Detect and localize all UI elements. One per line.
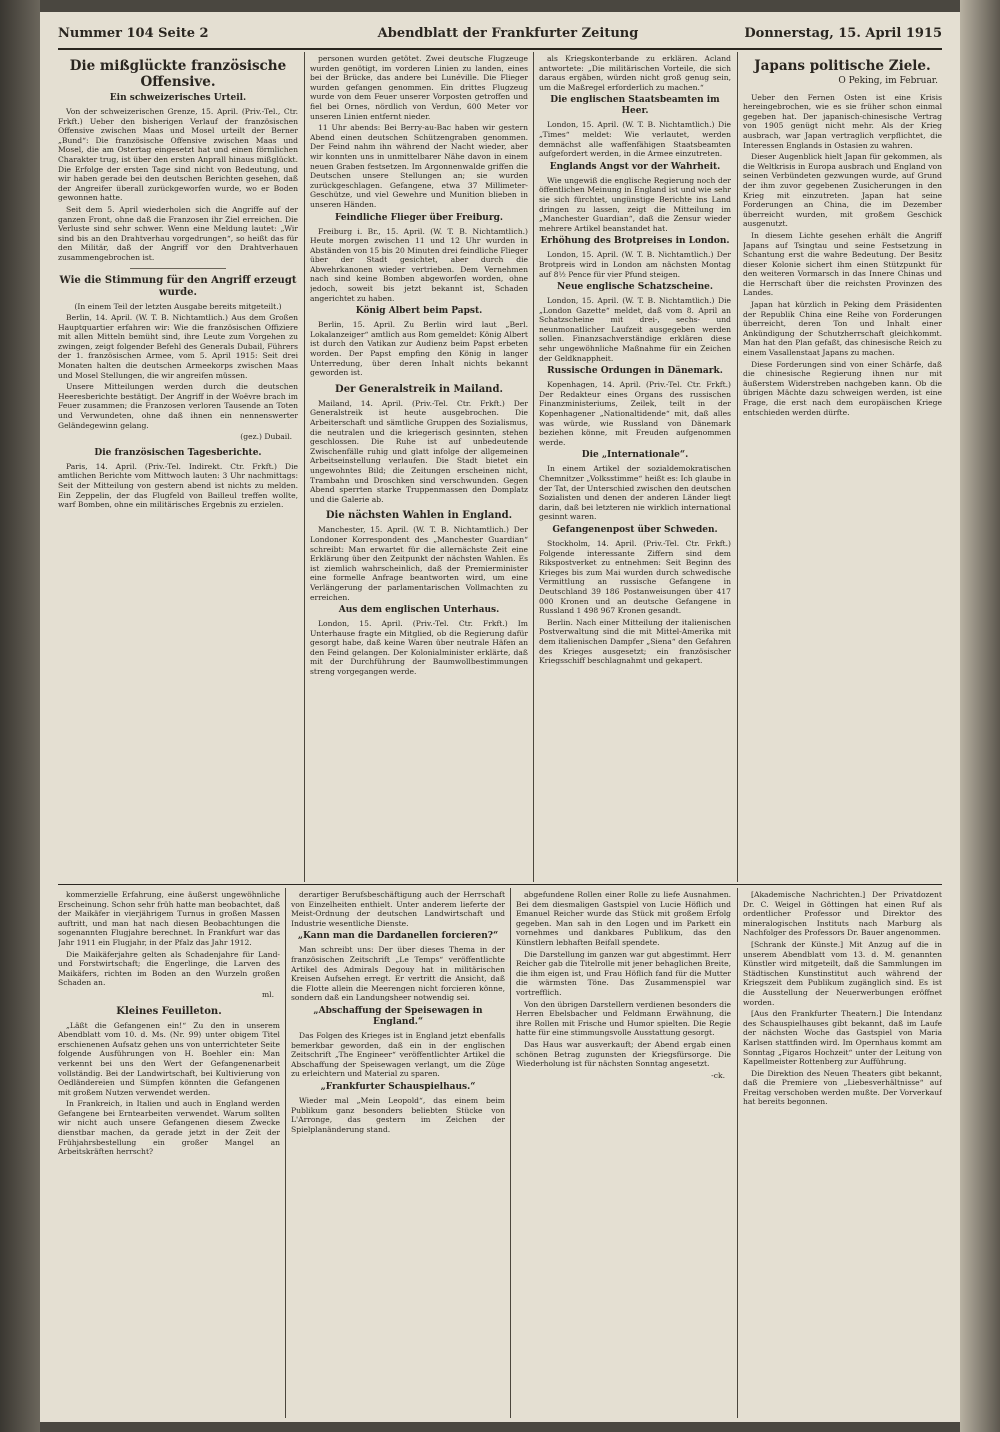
article-paragraph: Freiburg i. Br., 15. April. (W. T. B. Nichtamtlich.) Heute morgen zwischen 11 und 12 Uhr wurden in Abständen von 15 bis 20 Minuten drei feindliche Flieger über der Stadt gesichtet, aber durch die Abwehrkanonen wieder vertrieben. Dem Vernehmen nach sind keine Bomben abgeworfen worden, ohne jedoch, soweit bis jetzt bekannt ist, Schaden angerichtet zu haben. xyxy=(310,226,528,303)
article-paragraph: Berlin, 14. April. (W. T. B. Nichtamtlich.) Aus dem Großen Hauptquartier erfahren wir: Wie die französischen Offiziere mit allen Mitteln bemüht sind, ihre Leute zum Vorgehen zu zwingen, zeigt folgender Befehl des Generals Dubail, Führers der 1. französischen Armee, vom 5. April 1915: Seit drei Monaten halten die deutschen Armeekorps zwischen Maas und Mosel Stellungen, die wir angreifen müssen. xyxy=(58,313,298,380)
headline-japan-goals: Japans politische Ziele. xyxy=(754,58,931,74)
article-paragraph: [Aus den Frankfurter Theatern.] Die Intendanz des Schauspielhauses gibt bekannt, daß im Laufe der nächsten Woche das Gastspiel von Maria Karlsen stattfinden wird. Im Opernhaus kommt am Sonntag „Figaros Hochzeit“ unter der Leitung von Kapellmeister Rottenberg zur Aufführung. xyxy=(743,1009,942,1067)
article-paragraph: Man schreibt uns: Der über dieses Thema in der französischen Zeitschrift „Le Temps“ veröffentlichte Artikel des Admirals Degouy hat in militärischen Kreisen Aufsehen erregt. Er vertritt die Ansicht, daß die Flotte allein die Meerengen nicht forcieren könne, sondern daß ein Landungsheer notwendig sei. xyxy=(291,945,505,1003)
article-paragraph: London, 15. April. (W. T. B. Nichtamtlich.) Die „London Gazette“ meldet, daß vom 8. April an Schatzscheine mit drei-, sechs- und neunmonatlicher Laufzeit ausgegeben werden sollen. Finanzsachverständige erklären diese sehr ungewöhnliche Maßnahme für ein Zeichen der Geldknappheit. xyxy=(539,296,731,363)
signature: (gez.) Dubail. xyxy=(240,432,292,442)
page-header xyxy=(58,26,942,46)
article-paragraph: London, 15. April. (Priv.-Tel. Ctr. Frkft.) Im Unterhause fragte ein Mitglied, ob die Regierung dafür gesorgt habe, daß keine Waren über neutrale Häfen an den Feind gelangen. Der Kolonialminister erklärte, daß mit der Durchführung der Baumwollbestimmungen streng vorgegangen werde. xyxy=(310,619,528,677)
article-paragraph: Von den übrigen Darstellern verdienen besonders die Herren Ebelsbacher und Feldmann Erwähnung, die ihre Rollen mit Frische und Humor spielten. Die Regie hatte für eine stimmungsvolle Ausstattung gesorgt. xyxy=(516,999,731,1038)
headline-prisoner-mail: Gefangenenpost über Schweden. xyxy=(552,524,718,535)
article-paragraph: Kopenhagen, 14. April. (Priv.-Tel. Ctr. Frkft.) Der Redakteur eines Organs des russischen Finanzministeriums, Zeilek, teilt in der Kopenhagener „Nationaltidende“ mit, daß alles was würde, wie Russland von Dänemark beziehen könne, mit Freuden aufgenommen werde. xyxy=(539,380,731,447)
newspaper-page xyxy=(40,12,960,1422)
headline-enemy-fliers: Feindliche Flieger über Freiburg. xyxy=(334,212,503,223)
article-paragraph: Mailand, 14. April. (Priv.-Tel. Ctr. Frkft.) Der Generalstreik ist heute ausgebrochen. Die Arbeiterschaft und sämtliche Gruppen des Sozialismus, die neutralen und die kriegerisch gesinnten, stehen geschlossen. Die Ruhe ist auf unbedeutende Zwischenfälle ruhig und glatt infolge der allgemeinen Arbeitseinstellung verlaufen. Die Stadt bietet ein ungewohntes Bild; die Zeitungen erscheinen nicht, Trambahn und Droschken sind verschwunden. Gegen Abend sperrten starke Truppenmassen den Domplatz und die Galerie ab. xyxy=(310,398,528,504)
column-rule xyxy=(510,888,511,1418)
column-rule xyxy=(304,52,305,882)
article-paragraph: Ueber den Fernen Osten ist eine Krisis hereingebrochen, wie es sie früher schon einmal gegeben hat. Der japanisch-chinesische Vertrag von 1905 genügt nicht mehr. Als der Krieg ausbrach, war Japan vertraglich verpflichtet, die Interessen Englands in Ostasien zu wahren. xyxy=(743,92,942,150)
article-paragraph: Das Folgen des Krieges ist in England jetzt ebenfalls bemerkbar geworden, daß ein in der englischen Zeitschrift „The Engineer“ veröffentlichter Artikel die Abschaffung der Speisewagen verlangt, um die Züge zu erleichtern und Material zu sparen. xyxy=(291,1030,505,1079)
headline-russian-orders: Russische Ordungen in Dänemark. xyxy=(547,366,723,377)
article-paragraph: Die Darstellung im ganzen war gut abgestimmt. Herr Reicher gab die Titelrolle mit jener behaglichen Breite, die ihm eigen ist, und Frau Höflich fand für die Mutter die wärmsten Töne. Das Zusammenspiel war vortrefflich. xyxy=(516,949,731,997)
column-6 xyxy=(291,890,505,1416)
article-paragraph: In diesem Lichte gesehen erhält die Angriff Japans auf Tsingtau und seine Festsetzung in Schantung erst die wahre Bedeutung. Der Besitz dieser Kolonie sichert ihm einen Stützpunkt für den weiteren Vormarsch in das Innere Chinas und die Herrschaft über die reichsten Provinzen des Landes. xyxy=(743,230,942,298)
headline-dining-cars: „Abschaffung der Speisewagen in England.“ xyxy=(313,1005,483,1027)
article-paragraph: „Läßt die Gefangenen ein!“ Zu den in unserem Abendblatt vom 10. d. Ms. (Nr. 99) unter obigem Titel erschienenen Aufsatz gehen uns von unterrichteter Seite folgende Ausführungen von H. Boehler ein: Man verkennt bei uns den Wert der Gefangenenarbeit vollständig. Bei der Landwirtschaft, bei Kultivierung von Oedländereien und Sümpfen könnten die Gefangenen mit großem Nutzen verwendet werden. xyxy=(58,1020,280,1097)
masthead: Abendblatt der Frankfurter Zeitung xyxy=(377,26,639,41)
article-paragraph: Manchester, 15. April. (W. T. B. Nichtamtlich.) Der Londoner Korrespondent des „Manchester Guardian“ schreibt: Man erwartet für die allernächste Zeit eine Erklärung über den Zeitpunkt der nächsten Wahlen. Es ist ziemlich wahrscheinlich, daß der Premierminister eine formelle Anfrage beantworten wird, um eine Verlängerung der parlamentarischen Vollmachten zu erreichen. xyxy=(310,525,528,602)
issue-number: Nummer 104 Seite 2 xyxy=(58,26,209,41)
headline-french-daily-reports: Die französischen Tagesberichte. xyxy=(94,447,262,458)
article-paragraph: Diese Forderungen sind von einer Schärfe, daß die chinesische Regierung ihnen nur mit äußerstem Widerstreben nachgeben kann. Ob die übrigen Mächte dazu schweigen werden, ist eine Frage, die erst nach dem europäischen Kriege entschieden werden dürfte. xyxy=(743,359,942,417)
headline-internationale: Die „Internationale“. xyxy=(581,450,689,461)
headline-dardanelles: „Kann man die Dardanellen forcieren?“ xyxy=(297,931,499,942)
headline-general-strike: Der Generalstreik in Mailand. xyxy=(335,383,503,395)
headline-feuilleton: Kleines Feuilleton. xyxy=(116,1005,222,1017)
article-paragraph: 11 Uhr abends: Bei Berry-au-Bac haben wir gestern Abend einen deutschen Schützengraben genommen. Der Feind nahm ihn während der Nacht wieder, aber wir konnten uns in unmittelbarer Nähe davon in einem neuen Graben festsetzen. Im Argonnenwalde griffen die Deutschen unsere Stellungen an; sie wurden zurückgeschlagen. Gefangene, etwa 37 Millimeter-Geschütze, und viel Gewehre und Munition blieben in unseren Händen. xyxy=(310,123,528,209)
headline-french-offensive: Die mißglückte französische Offensive. xyxy=(69,58,287,90)
article-paragraph: Dieser Augenblick hielt Japan für gekommen, als die Weltkrisis in Europa ausbrach und England von seinen Verbündeten gezwungen wurde, auf Grund der ihm zuvor gegebenen Zusicherungen in den Krieg mit einzutreten. Japan hat seine Forderungen an China, die im Dezember überreicht wurden, mit großem Geschick ausgenutzt. xyxy=(743,152,942,229)
headline-civil-servants: Die englischen Staatsbeamten im Heer. xyxy=(550,95,720,117)
headline-fear-of-truth: Englands Angst vor der Wahrheit. xyxy=(549,161,721,172)
headline-mood-for-attack: Wie die Stimmung für den Angriff erzeugt wurde. xyxy=(59,274,297,298)
column-rule xyxy=(533,52,534,882)
dateline: O Peking, im Februar. xyxy=(838,76,938,86)
article-paragraph: Wie ungewiß die englische Regierung noch der öffentlichen Meinung in England ist und wie sehr sie sich fürchtet, ungünstige Berichte ins Land dringen zu lassen, zeigt die Mitteilung im „Manchester Guardian“, daß die Zensur wieder mehrere Artikel beanstandet hat. xyxy=(539,175,731,233)
article-paragraph: Unsere Mitteilungen werden durch die deutschen Heeresberichte bestätigt. Der Angriff in der Woëvre brach im Feuer zusammen; die Franzosen verloren Tausende an Toten und Verwundeten, ohne daß ihnen ein nennenswerter Geländegewinn gelang. xyxy=(58,382,298,430)
editorial-note: (In einem Teil der letzten Ausgabe bereits mitgeteilt.) xyxy=(74,301,282,311)
column-5 xyxy=(58,890,280,1416)
article-paragraph: Die Direktion des Neuen Theaters gibt bekannt, daß die Premiere von „Liebesverhältnisse“ auf Freitag verschoben werden mußte. Der Vorverkauf hat bereits begonnen. xyxy=(743,1068,942,1107)
article-paragraph: Japan hat kürzlich in Peking dem Präsidenten der Republik China eine Reihe von Forderungen überreicht, deren Ton und Inhalt einer Ankündigung der Schutzherrschaft gleichkommt. Man hat den Plan gefaßt, das chinesische Reich zu einem Vasallenstaat Japans zu machen. xyxy=(743,300,942,358)
headline-house-of-commons: Aus dem englischen Unterhaus. xyxy=(338,605,500,616)
page-edge-shadow xyxy=(960,0,1000,1432)
signature: -ck. xyxy=(711,1070,725,1080)
article-paragraph: Wieder mal „Mein Leopold“, das einem beim Publikum ganz besonders beliebten Stücke von L'Arronge, das gestern im Zeichen der Spielplanänderung stand. xyxy=(291,1095,505,1134)
article-paragraph: als Kriegskonterbande zu erklären. Acland antwortete: „Die militärischen Vorteile, die sich daraus ergäben, würden nicht groß genug sein, um die Maßregel erforderlich zu machen.“ xyxy=(539,54,731,92)
headline-bread-price: Erhöhung des Brotpreises in London. xyxy=(540,236,730,247)
binding-shadow xyxy=(0,0,40,1432)
column-rule xyxy=(285,888,286,1418)
column-3 xyxy=(539,54,731,880)
headline-schauspielhaus: „Frankfurter Schauspielhaus.“ xyxy=(320,1081,476,1092)
column-4 xyxy=(743,54,942,880)
column-8 xyxy=(743,890,942,1416)
column-rule xyxy=(737,888,738,1418)
subhead-swiss-verdict: Ein schweizerisches Urteil. xyxy=(109,93,247,103)
article-paragraph: Seit dem 5. April wiederholen sich die Angriffe auf der ganzen Front, ohne daß die Franzosen ihr Ziel erreichen. Die Verluste sind sehr schwer. Wenn eine Meldung lautet: „Wir sind bis an den Drahtverhau vorgedrungen“, so heißt das für den Militär, daß der Angriff vor den Drahtverhauen zusammengebrochen ist. xyxy=(58,204,298,262)
article-paragraph: [Akademische Nachrichten.] Der Privatdozent Dr. C. Weigel in Göttingen hat einen Ruf als ordentlicher Professor und Direktor des mineralogischen Instituts nach Marburg als Nachfolger des Professors Dr. Bauer angenommen. xyxy=(743,890,942,938)
article-paragraph: personen wurden getötet. Zwei deutsche Flugzeuge wurden genötigt, im vorderen Linien zu landen, eines bei der Brücke, das andere bei Lunéville. Die Flieger wurden gefangen genommen. Ein drittes Flugzeug wurde von dem Feuer unserer Vorposten getroffen und fiel bei Ornes, nördlich von Verdun, 600 Meter vor unseren Linien entfernt nieder. xyxy=(310,54,528,121)
section-rule xyxy=(58,884,942,885)
article-paragraph: Paris, 14. April. (Priv.-Tel. Indirekt. Ctr. Frkft.) Die amtlichen Berichte vom Mittwoch lauten: 3 Uhr nachmittags: Seit der Mitteilung von gestern abend ist nichts zu melden. Ein Zeppelin, der das Flugfeld von Bailleul treffen wollte, warf Bomben, ohne ein militärisches Ergebnis zu erzielen. xyxy=(58,461,298,510)
article-paragraph: Von der schweizerischen Grenze, 15. April. (Priv.-Tel., Ctr. Frkft.) Ueber den bisherigen Verlauf der französischen Offensive zwischen Maas und Mosel urteilt der Berner „Bund“: Die französische Offensive zwischen Maas und Mosel, die am Ostertag eingesetzt hat und einen förmlichen Charakter trug, ist über den ersten Anprall hinaus mißglückt. Die Erfolge der ersten Tage sind nicht von Bedeutung, und wir haben gerade bei den deutschen Berichten gesehen, daß der Angreifer überall zurückgeworfen wurde, wo er Boden gewonnen hatte. xyxy=(58,107,298,203)
article-paragraph: London, 15. April. (W. T. B. Nichtamtlich.) Der Brotpreis wird in London am nächsten Montag auf 8½ Pence für vier Pfund steigen. xyxy=(539,250,731,279)
article-paragraph: Berlin. Nach einer Mitteilung der italienischen Postverwaltung sind die mit Mittel-Amerika mit dem italienischen Dampfer „Siena“ den Gefahren des Krieges ausgesetzt; ein französischer Kriegsschiff beschlagnahmt und gekapert. xyxy=(539,617,731,666)
article-paragraph: Die Maikäferjahre gelten als Schadenjahre für Land- und Forstwirtschaft; die Engerlinge, die Larven des Maikäfers, richten im Boden an den Wurzeln großen Schaden an. xyxy=(58,949,280,988)
article-paragraph: London, 15. April. (W. T. B. Nichtamtlich.) Die „Times“ meldet: Wie verlautet, werden demnächst alle waffenfähigen Staatsbeamten aufgefordert werden, in die Armee einzutreten. xyxy=(539,120,731,159)
article-paragraph: [Schrank der Künste.] Mit Anzug auf die in unserem Abendblatt vom 13. d. M. genannten Künstler wird mitgeteilt, daß die Sammlungen im Städtischen Kunstinstitut auch während der Kriegszeit dem Publikum zugänglich sind. Es ist die Ausstellung der Neuerwerbungen eröffnet worden. xyxy=(743,939,942,1007)
signature: ml. xyxy=(261,989,274,999)
article-paragraph: abgefundene Rollen einer Rolle zu liefe Ausnahmen. Bei dem diesmaligen Gastspiel von Lucie Höflich und Emanuel Reicher wurde das Stück mit großem Erfolg gegeben. Man sah in den Logen und im Parkett ein vornehmes und dankbares Publikum, das den Künstlern lebhaften Beifall spendete. xyxy=(516,890,731,947)
article-paragraph: Das Haus war ausverkauft; der Abend ergab einen schönen Betrag zugunsten der Kriegsfürsorge. Die Wiederholung ist für nächsten Sonntag angesetzt. xyxy=(516,1039,731,1069)
issue-date: Donnerstag, 15. April 1915 xyxy=(744,26,942,41)
article-paragraph: Stockholm, 14. April. (Priv.-Tel. Ctr. Frkft.) Folgende interessante Ziffern sind dem Rikspostverket zu entnehmen: Seit Beginn des Krieges bis zum Mai wurden durch schwedische Vermittlung an russische Gefangene in Deutschland 39 186 Postanweisungen über 417 000 Kronen und an deutsche Gefangene in Russland 1 498 967 Kronen gesandt. xyxy=(539,538,731,616)
headline-england-elections: Die nächsten Wahlen in England. xyxy=(325,510,513,522)
article-paragraph: Berlin, 15. April. Zu Berlin wird laut „Berl. Lokalanzeiger“ amtlich aus Rom gemeldet: König Albert ist durch den Vatikan zur Audienz beim Papst erbeten worden. Der Papst empfing den König in langer Unterredung, über deren Inhalt nichts bekannt geworden ist. xyxy=(310,320,528,378)
headline-treasury-bills: Neue englische Schatzscheine. xyxy=(557,282,713,293)
article-paragraph: kommerzielle Erfahrung, eine äußerst ungewöhnliche Erscheinung. Schon sehr früh hatte man beobachtet, daß der Maikäfer in vierjährigem Turnus in großen Massen auftritt, und man hat nach diesen Beobachtungen die sogenannten Flugjahre berechnet. In Frankfurt war das Jahr 1911 ein Flugjahr, in der Pfalz das Jahr 1912. xyxy=(58,890,280,947)
column-1 xyxy=(58,54,298,880)
header-rule xyxy=(58,48,942,50)
separator xyxy=(130,268,226,269)
column-2 xyxy=(310,54,528,880)
column-7 xyxy=(516,890,731,1416)
article-paragraph: In Frankreich, in Italien und auch in England werden Gefangene bei Erntearbeiten verwendet. Warum sollten wir nicht auch unsere Gefangenen diesem Zwecke dienstbar machen, da gerade jetzt in der Zeit der Frühjahrsbestellung ein großer Mangel an Arbeitskräften herrscht? xyxy=(58,1099,280,1157)
headline-king-albert: König Albert beim Papst. xyxy=(355,306,483,317)
article-paragraph: derartiger Berufsbeschäftigung auch der Herrschaft von Einzelheiten enthielt. Unter anderem lieferte der Meist-Ordnung der deutschen Landwirtschaft und Industrie wesentliche Dienste. xyxy=(291,890,505,928)
column-rule xyxy=(737,52,738,882)
article-paragraph: In einem Artikel der sozialdemokratischen Chemnitzer „Volksstimme“ heißt es: Ich glaube in der Tat, der Unterschied zwischen den deutschen Sozialisten und denen der anderen Länder liegt darin, daß bei letzteren nie wirklich international gesinnt waren. xyxy=(539,464,731,522)
